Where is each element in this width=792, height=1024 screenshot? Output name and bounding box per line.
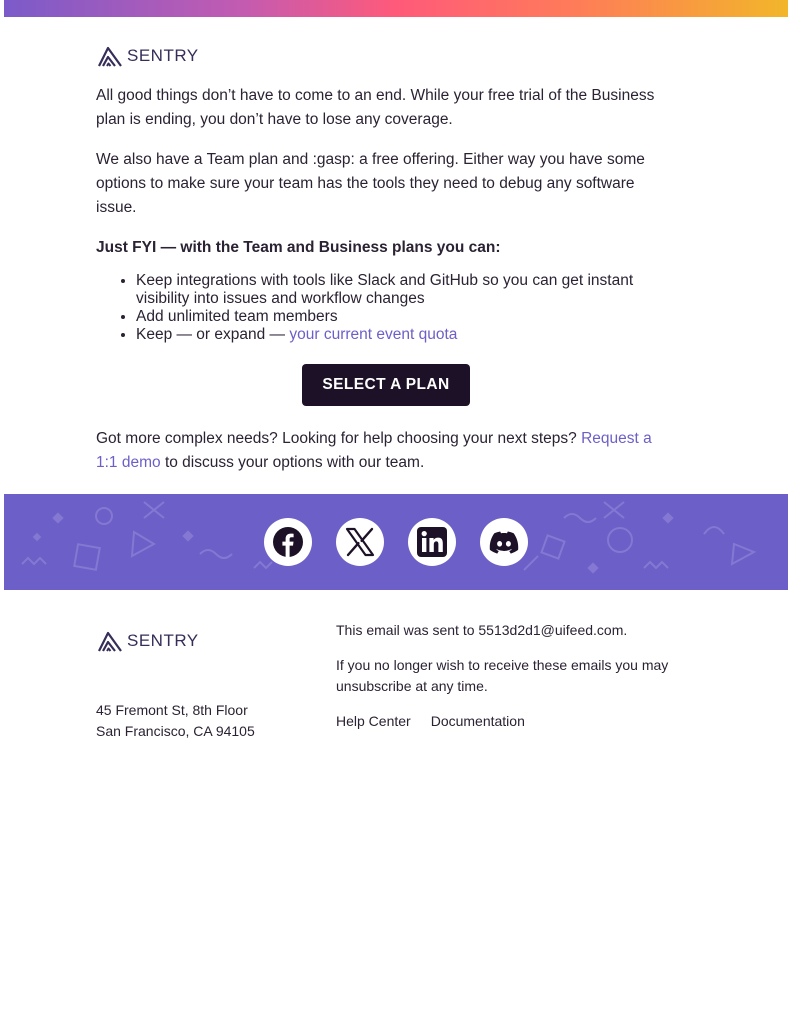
header-gradient-bar	[4, 0, 788, 17]
event-quota-link[interactable]: your current event quota	[289, 326, 458, 343]
select-plan-button[interactable]: SELECT A PLAN	[302, 364, 469, 406]
fyi-heading: Just FYI — with the Team and Business plans you can:	[96, 239, 501, 256]
facebook-link[interactable]	[264, 518, 312, 566]
address-line-2: San Francisco, CA 94105	[96, 723, 255, 739]
x-link[interactable]	[336, 518, 384, 566]
footer-links	[336, 711, 681, 732]
intro-paragraph-1: All good things don’t have to come to an end. While your free trial of the Business plan is ending, you don’t have to lose any coverage.	[96, 87, 655, 128]
company-address	[96, 700, 316, 742]
footer-sentry-logo	[96, 627, 316, 655]
request-demo-link[interactable]: Request a 1:1 demo	[96, 430, 652, 471]
closing-paragraph	[96, 427, 676, 475]
documentation-link[interactable]: Documentation	[430, 713, 525, 729]
list-item: • Add unlimited team members	[136, 308, 676, 326]
cta-container	[96, 364, 676, 406]
unsubscribe-notice: If you no longer wish to receive these emails you may unsubscribe at any time.	[336, 657, 669, 694]
social-links	[264, 518, 528, 566]
address-line-1: 45 Fremont St, 8th Floor	[96, 702, 248, 718]
sentry-logo-icon	[96, 43, 124, 69]
social-band	[4, 494, 788, 590]
discord-icon	[488, 526, 520, 558]
facebook-icon	[272, 526, 304, 558]
closing-suffix: to discuss your options with our team.	[160, 454, 425, 471]
sent-to-notice: This email was sent to 5513d2d1@uifeed.com.	[336, 622, 628, 638]
list-item: • Keep integrations with tools like Slack and GitHub so you can get instant visibility into issues and workflow changes	[136, 272, 676, 308]
discord-link[interactable]	[480, 518, 528, 566]
intro-paragraph-2: We also have a Team plan and :gasp: a free offering. Either way you have some options to make sure your team has the tools they need to debug any software issue.	[96, 151, 645, 216]
logo-wordmark: SENTRY	[127, 631, 199, 650]
benefits-list	[96, 272, 676, 344]
email-body	[96, 42, 676, 475]
sentry-logo-icon	[96, 628, 124, 654]
sentry-logo	[96, 42, 676, 70]
footer-left	[96, 627, 316, 742]
logo-wordmark: SENTRY	[127, 46, 199, 65]
list-item-text: Keep — or expand —	[136, 326, 290, 343]
footer-right	[336, 620, 681, 732]
linkedin-link[interactable]	[408, 518, 456, 566]
x-icon	[344, 526, 376, 558]
linkedin-icon	[416, 526, 448, 558]
closing-text: Got more complex needs? Looking for help choosing your next steps?	[96, 430, 582, 447]
help-center-link[interactable]: Help Center	[336, 713, 411, 729]
list-item	[136, 326, 676, 344]
